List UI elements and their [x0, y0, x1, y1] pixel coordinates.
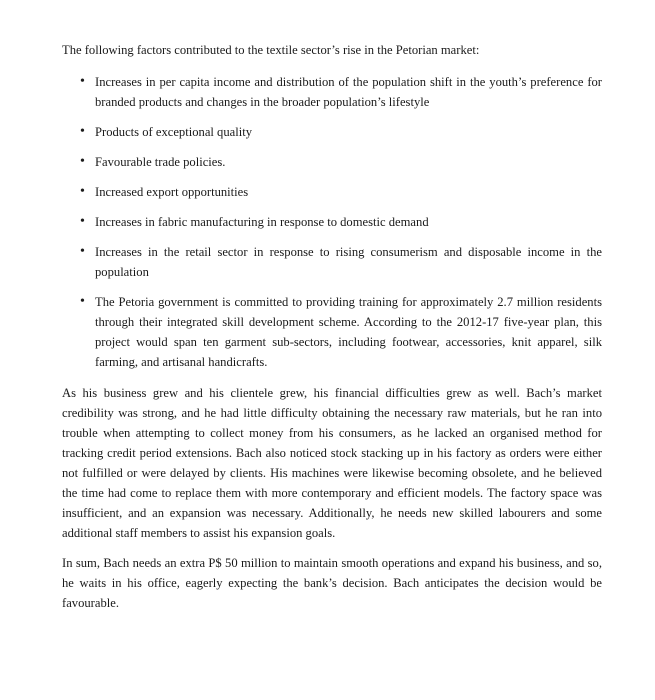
list-item	[62, 212, 602, 232]
list-item	[62, 122, 602, 142]
bullet-icon: •	[80, 184, 85, 199]
list-item-text: Increases in fabric manufacturing in response to domestic demand	[95, 215, 429, 229]
bullet-icon: •	[80, 74, 85, 89]
summary-paragraph: In sum, Bach needs an extra P$ 50 million to maintain smooth operations and expand his business, and so, he waits in his office, eagerly expecting the bank’s decision. Bach anticipates the decision would be favourable.	[62, 556, 602, 610]
list-item	[62, 152, 602, 172]
list-item	[62, 72, 602, 112]
list-item-text: The Petoria government is committed to providing training for approximately 2.7 million residents through their integrated skill development scheme. According to the 2012-17 five-year plan, this project would span ten garment sub-sectors, including footwear, accessories, knit apparel, silk farming, and artisanal handicrafts.	[95, 295, 602, 369]
bullet-icon: •	[80, 244, 85, 259]
intro-text: The following factors contributed to the textile sector’s rise in the Petorian market:	[62, 43, 480, 57]
bullet-icon: •	[80, 124, 85, 139]
bullet-icon: •	[80, 154, 85, 169]
list-item-text: Favourable trade policies.	[95, 155, 226, 169]
list-item	[62, 292, 602, 372]
list-item-text: Increases in per capita income and distribution of the population shift in the youth’s preference for branded products and changes in the broader population’s lifestyle	[95, 75, 602, 109]
factors-list	[62, 72, 602, 372]
bullet-icon: •	[80, 294, 85, 309]
bullet-icon: •	[80, 214, 85, 229]
document-page	[62, 40, 602, 623]
business-difficulties-paragraph: As his business grew and his clientele grew, his financial difficulties grew as well. Bach’s market credibility was strong, and he had little difficulty obtaining the necessary raw materials, but he ran into trouble when attempting to collect money from his consumers, as he lacked an organised method for tracking credit period extensions. Bach also noticed stock stacking up in his factory as orders were either not fulfilled or were delayed by clients. His machines were likewise becoming obsolete, and he believed the time had come to replace them with more contemporary and efficient models. The factory space was insufficient, and an expansion was necessary. Additionally, he needs new skilled labourers and some additional staff members to assist his expansion goals.	[62, 386, 602, 540]
list-item-text: Increases in the retail sector in response to rising consumerism and disposable income in the population	[95, 245, 602, 279]
list-item	[62, 242, 602, 282]
list-item-text: Products of exceptional quality	[95, 125, 253, 139]
list-item	[62, 182, 602, 202]
list-item-text: Increased export opportunities	[95, 185, 249, 199]
